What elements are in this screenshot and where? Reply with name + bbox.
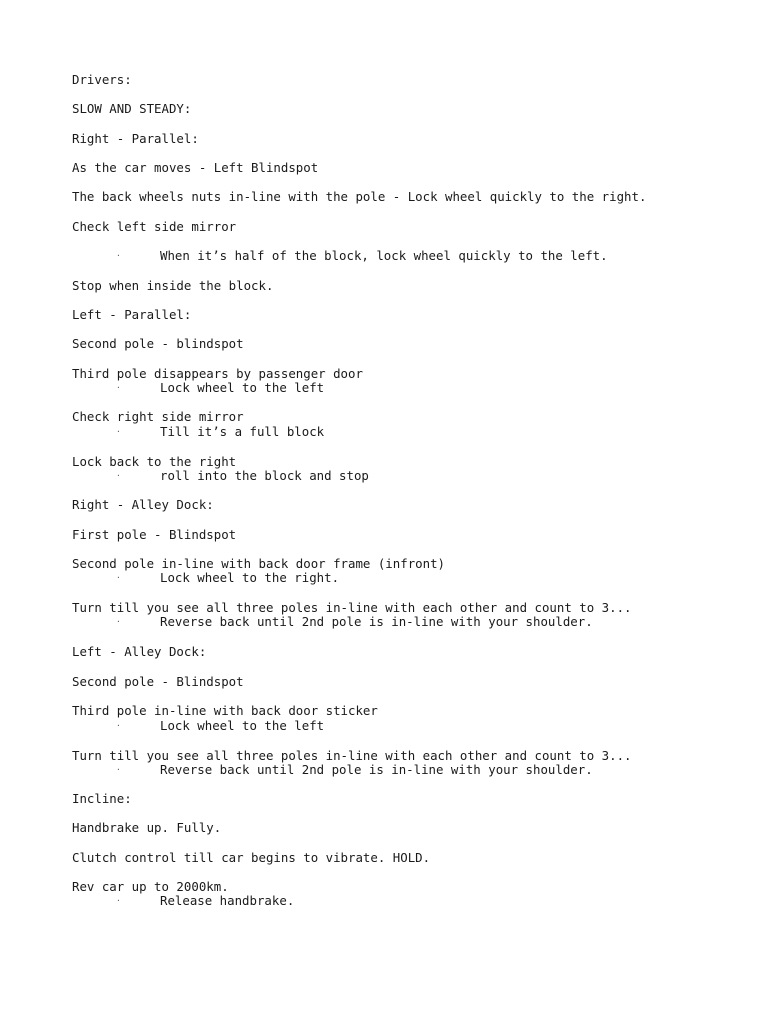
bullet-text: Reverse back until 2nd pole is in-line with your shoulder.	[160, 614, 593, 629]
text-line: Lock back to the right	[72, 454, 237, 469]
bullet-text: Lock wheel to the right.	[160, 570, 340, 585]
bullet-text: Till it’s a full block	[160, 424, 325, 439]
text-line: Third pole in-line with back door sticker	[72, 703, 378, 718]
section-heading: Right - Alley Dock:	[72, 497, 214, 512]
text-line: The back wheels nuts in-line with the pole - Lock wheel quickly to the right.	[72, 189, 647, 204]
text-line: First pole - Blindspot	[72, 527, 237, 542]
section-heading: Right - Parallel:	[72, 131, 199, 146]
bullet-text: Lock wheel to the left	[160, 718, 325, 733]
text-line: Turn till you see all three poles in-line with each other and count to 3...	[72, 600, 632, 615]
section-heading: Incline:	[72, 791, 132, 806]
bullet-marker: ·	[116, 896, 121, 905]
bullet-marker: ·	[116, 765, 121, 774]
section-heading: SLOW AND STEADY:	[72, 101, 192, 116]
text-line: Check left side mirror	[72, 219, 237, 234]
bullet-text: Lock wheel to the left	[160, 380, 325, 395]
text-line: Stop when inside the block.	[72, 278, 274, 293]
text-line: As the car moves - Left Blindspot	[72, 160, 319, 175]
bullet-marker: ·	[116, 383, 121, 392]
text-line: Check right side mirror	[72, 409, 244, 424]
bullet-marker: ·	[116, 251, 121, 260]
section-heading: Left - Parallel:	[72, 307, 192, 322]
section-heading: Left - Alley Dock:	[72, 644, 207, 659]
bullet-marker: ·	[116, 617, 121, 626]
text-line: Third pole disappears by passenger door	[72, 366, 363, 381]
text-line: Rev car up to 2000km.	[72, 879, 229, 894]
document-heading: Drivers:	[72, 72, 132, 87]
text-line: Handbrake up. Fully.	[72, 820, 222, 835]
bullet-text: Reverse back until 2nd pole is in-line with your shoulder.	[160, 762, 593, 777]
bullet-marker: ·	[116, 471, 121, 480]
bullet-marker: ·	[116, 721, 121, 730]
text-line: Second pole - Blindspot	[72, 674, 244, 689]
text-line: Clutch control till car begins to vibrate. HOLD.	[72, 850, 431, 865]
bullet-marker: ·	[116, 573, 121, 582]
bullet-item	[72, 893, 295, 953]
text-line: Turn till you see all three poles in-line with each other and count to 3...	[72, 748, 632, 763]
text-line: Second pole in-line with back door frame (infront)	[72, 556, 445, 571]
bullet-text: roll into the block and stop	[160, 468, 369, 483]
text-line: Second pole - blindspot	[72, 336, 244, 351]
bullet-text: Release handbrake.	[160, 893, 295, 908]
bullet-marker: ·	[116, 427, 121, 436]
bullet-text: When it’s half of the block, lock wheel quickly to the left.	[160, 248, 608, 263]
